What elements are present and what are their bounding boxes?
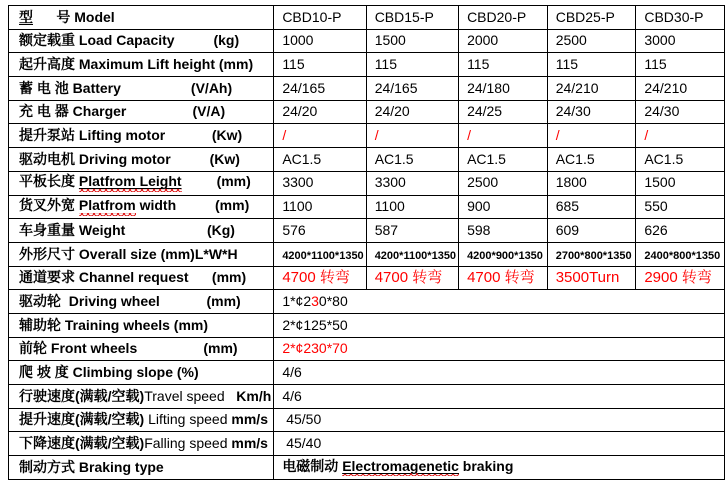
- cell-battery-3: [547, 77, 636, 101]
- text-part: 充 电 器 Charger (V/A): [19, 103, 226, 120]
- row-label-travel-speed: [9, 385, 274, 409]
- cell-platform-length-1: [366, 171, 458, 195]
- table-row-travel-speed: [9, 385, 725, 409]
- row-label-lifting-speed: [9, 408, 274, 432]
- cell-model-3: [547, 6, 636, 30]
- text-part: 提升泵站 Lifting motor (Kw): [19, 127, 243, 144]
- text-part: 1100: [374, 198, 405, 215]
- text-part: 24/30: [555, 103, 591, 120]
- cell-platform-length-3: [547, 171, 636, 195]
- text-part: /: [374, 127, 379, 144]
- cell-front-wheels: [274, 337, 725, 361]
- text-part: AC1.5: [644, 150, 684, 167]
- text-part: 1*¢2: [282, 292, 312, 309]
- cell-charger-4: [636, 100, 725, 124]
- text-part: Falling speed: [144, 435, 232, 452]
- cell-load-capacity-0: [274, 29, 366, 53]
- text-part: 576: [282, 221, 306, 238]
- row-label-braking-type: [9, 456, 274, 480]
- text-part: CBD20-P: [467, 8, 527, 25]
- cell-training-wheels: [274, 313, 725, 337]
- text-part: 辅助轮 Training wheels (mm): [19, 316, 209, 333]
- row-label-weight: [9, 219, 274, 243]
- text-part: CBD15-P: [374, 8, 434, 25]
- text-part: 2*¢230*70: [282, 340, 348, 357]
- row-label-platform-length: [9, 171, 274, 195]
- cell-braking-type: [274, 456, 725, 480]
- text-part: 115: [644, 56, 667, 73]
- spec-table: [8, 5, 725, 480]
- cell-platform-width-2: [459, 195, 548, 219]
- text-part: 4700 转弯: [374, 268, 443, 286]
- table-row-weight: [9, 219, 725, 243]
- cell-channel-request-4: [636, 266, 725, 290]
- text-part: 115: [555, 56, 579, 73]
- text-part: /: [282, 127, 287, 144]
- text-part: 115: [467, 56, 490, 73]
- text-part: 2500: [467, 174, 499, 191]
- cell-charger-0: [274, 100, 366, 124]
- cell-platform-length-4: [636, 171, 725, 195]
- text-part: 3500Turn: [555, 268, 620, 286]
- cell-max-lift-height-1: [366, 53, 458, 77]
- text-part: /: [644, 127, 649, 144]
- table-row-load-capacity: [9, 29, 725, 53]
- text-part: 0*80: [318, 292, 348, 309]
- text-part: Platfrom: [79, 198, 136, 215]
- cell-lifting-motor-1: [366, 124, 458, 148]
- cell-platform-width-3: [547, 195, 636, 219]
- text-part: 1800: [555, 174, 587, 191]
- table-row-platform-length: [9, 171, 725, 195]
- row-label-training-wheels: [9, 313, 274, 337]
- text-part: 24/165: [374, 79, 418, 96]
- table-row-lifting-motor: [9, 124, 725, 148]
- table-row-platform-width: [9, 195, 725, 219]
- row-label-model: [9, 6, 274, 30]
- text-part: 2400*800*1350: [644, 249, 721, 262]
- text-part: 900: [467, 198, 491, 215]
- cell-platform-length-0: [274, 171, 366, 195]
- cell-driving-wheel: [274, 290, 725, 314]
- row-label-driving-wheel: [9, 290, 274, 314]
- text-part: 货叉外宽: [19, 197, 79, 214]
- text-part: 制动方式 Braking type: [19, 458, 164, 475]
- text-part: 4200*900*1350: [467, 249, 543, 262]
- text-part: 3300: [374, 174, 406, 191]
- text-part: 电磁制动: [282, 457, 343, 474]
- text-part: Model: [74, 8, 115, 25]
- cell-lifting-motor-4: [636, 124, 725, 148]
- text-part: Electromagenetic: [342, 459, 459, 476]
- text-part: Lifting speed: [148, 411, 232, 428]
- row-label-charger: [9, 100, 274, 124]
- text-part: 4/6: [282, 363, 302, 380]
- cell-driving-motor-1: [366, 148, 458, 172]
- text-part: 24/165: [282, 79, 326, 96]
- cell-load-capacity-4: [636, 29, 725, 53]
- cell-load-capacity-2: [459, 29, 548, 53]
- cell-channel-request-3: [547, 266, 636, 290]
- table-row-driving-motor: [9, 148, 725, 172]
- text-part: 2900 转弯: [644, 268, 712, 286]
- cell-weight-2: [459, 219, 548, 243]
- text-part: 4700 转弯: [467, 268, 535, 286]
- cell-model-1: [366, 6, 458, 30]
- text-part: mm/s: [231, 435, 268, 452]
- text-part: 1000: [282, 32, 314, 49]
- text-part: 587: [374, 221, 399, 238]
- cell-charger-2: [459, 100, 548, 124]
- row-label-climbing-slope: [9, 361, 274, 385]
- text-part: 起升高度 Maximum Lift height (mm): [19, 56, 254, 73]
- cell-weight-1: [366, 219, 458, 243]
- row-label-falling-speed: [9, 432, 274, 456]
- cell-overall-size-1: [366, 242, 458, 266]
- cell-falling-speed: [274, 432, 725, 456]
- text-part: 前轮 Front wheels (mm): [19, 340, 238, 357]
- text-part: 车身重量 Weight (Kg): [19, 221, 235, 238]
- table-row-model: [9, 6, 725, 30]
- cell-battery-2: [459, 77, 548, 101]
- cell-driving-motor-2: [459, 148, 548, 172]
- text-part: 609: [555, 221, 580, 238]
- text-part: CBD10-P: [282, 8, 342, 25]
- cell-weight-0: [274, 219, 366, 243]
- cell-model-2: [459, 6, 548, 30]
- cell-model-4: [636, 6, 725, 30]
- cell-battery-4: [636, 77, 725, 101]
- text-part: AC1.5: [374, 150, 414, 167]
- cell-max-lift-height-3: [547, 53, 636, 77]
- text-part: AC1.5: [555, 150, 595, 167]
- row-label-channel-request: [9, 266, 274, 290]
- table-row-braking-type: [9, 456, 725, 480]
- text-part: 4200*1100*1350: [374, 249, 457, 262]
- text-part: 598: [467, 221, 491, 238]
- cell-lifting-motor-3: [547, 124, 636, 148]
- cell-lifting-motor-2: [459, 124, 548, 148]
- text-part: 45/40: [282, 435, 322, 452]
- text-part: 2500: [555, 32, 587, 49]
- text-part: 4200*1100*1350: [282, 249, 364, 262]
- text-part: 1500: [374, 32, 406, 49]
- text-part: 4/6: [282, 387, 302, 404]
- text-part: 2700*800*1350: [555, 249, 632, 262]
- cell-charger-1: [366, 100, 458, 124]
- text-part: 蓄 电 池 Battery (V/Ah): [19, 79, 233, 96]
- text-part: 额定载重 Load Capacity (kg): [19, 32, 240, 49]
- table-row-driving-wheel: [9, 290, 725, 314]
- cell-overall-size-3: [547, 242, 636, 266]
- cell-climbing-slope: [274, 361, 725, 385]
- cell-charger-3: [547, 100, 636, 124]
- cell-load-capacity-3: [547, 29, 636, 53]
- cell-max-lift-height-4: [636, 53, 725, 77]
- text-part: CBD30-P: [644, 8, 704, 25]
- text-part: 24/210: [555, 79, 599, 96]
- cell-max-lift-height-0: [274, 53, 366, 77]
- cell-battery-0: [274, 77, 366, 101]
- text-part: braking: [458, 457, 514, 474]
- cell-driving-motor-0: [274, 148, 366, 172]
- cell-platform-width-4: [636, 195, 725, 219]
- cell-weight-4: [636, 219, 725, 243]
- text-part: 115: [282, 56, 305, 73]
- row-label-driving-motor: [9, 148, 274, 172]
- text-part: 24/210: [644, 79, 688, 96]
- cell-channel-request-0: [274, 266, 366, 290]
- text-part: 爬 坡 度 Climbing slope (%): [19, 363, 199, 380]
- table-row-overall-size: [9, 242, 725, 266]
- text-part: 1100: [282, 198, 313, 215]
- cell-overall-size-0: [274, 242, 366, 266]
- table-row-climbing-slope: [9, 361, 725, 385]
- cell-weight-3: [547, 219, 636, 243]
- table-row-training-wheels: [9, 313, 725, 337]
- cell-lifting-speed: [274, 408, 725, 432]
- text-part: 4700 转弯: [282, 268, 350, 286]
- text-part: 下降速度(满载/空载): [19, 435, 145, 452]
- text-part: 24/20: [374, 103, 410, 120]
- text-part: 2000: [467, 32, 499, 49]
- text-part: 115: [374, 56, 398, 73]
- text-part: 提升速度(满载/空载): [19, 411, 149, 428]
- text-part: 685: [555, 198, 580, 215]
- text-part: 626: [644, 221, 668, 238]
- text-part: CBD25-P: [555, 8, 615, 25]
- cell-load-capacity-1: [366, 29, 458, 53]
- cell-model-0: [274, 6, 366, 30]
- row-label-battery: [9, 77, 274, 101]
- text-part: 外形尺寸 Overall size (mm)L*W*H: [19, 245, 238, 262]
- cell-overall-size-4: [636, 242, 725, 266]
- text-part: 3: [311, 292, 319, 309]
- table-row-max-lift-height: [9, 53, 725, 77]
- text-part: 24/20: [282, 103, 318, 120]
- table-row-front-wheels: [9, 337, 725, 361]
- text-part: /: [467, 127, 471, 144]
- cell-channel-request-2: [459, 266, 548, 290]
- text-part: 通道要求 Channel request (mm): [19, 269, 247, 286]
- text-part: AC1.5: [467, 150, 506, 167]
- text-part: 驱动轮 Driving wheel (mm): [19, 292, 241, 309]
- cell-overall-size-2: [459, 242, 548, 266]
- cell-max-lift-height-2: [459, 53, 548, 77]
- text-part: width (mm): [135, 197, 250, 214]
- text-part: 3000: [644, 32, 676, 49]
- cell-platform-length-2: [459, 171, 548, 195]
- text-part: mm/s: [231, 411, 268, 428]
- cell-channel-request-1: [366, 266, 458, 290]
- text-part: 2*¢125*50: [282, 316, 348, 333]
- text-part: 24/30: [644, 103, 680, 120]
- cell-platform-width-0: [274, 195, 366, 219]
- text-part: Platfrom Leight: [79, 174, 182, 191]
- text-part: 行驶速度(满载/空载): [19, 387, 145, 404]
- text-part: 45/50: [282, 411, 322, 428]
- cell-driving-motor-3: [547, 148, 636, 172]
- text-part: 平板长度: [19, 173, 79, 190]
- row-label-lifting-motor: [9, 124, 274, 148]
- text-part: Km/h: [224, 387, 272, 404]
- cell-driving-motor-4: [636, 148, 725, 172]
- row-label-max-lift-height: [9, 53, 274, 77]
- table-row-channel-request: [9, 266, 725, 290]
- row-label-front-wheels: [9, 337, 274, 361]
- cell-battery-1: [366, 77, 458, 101]
- text-part: (mm): [181, 173, 251, 190]
- table-row-battery: [9, 77, 725, 101]
- row-label-platform-width: [9, 195, 274, 219]
- text-part: /: [555, 127, 560, 144]
- text-part: Travel speed: [144, 387, 225, 404]
- text-part: AC1.5: [282, 150, 322, 167]
- table-row-falling-speed: [9, 432, 725, 456]
- row-label-overall-size: [9, 242, 274, 266]
- cell-platform-width-1: [366, 195, 458, 219]
- spec-table-body: [9, 6, 725, 480]
- table-row-lifting-speed: [9, 408, 725, 432]
- text-part: 号: [33, 8, 75, 25]
- text-part: 24/25: [467, 103, 503, 120]
- text-part: 驱动电机 Driving motor (Kw): [19, 150, 240, 167]
- cell-travel-speed: [274, 385, 725, 409]
- text-part: 24/180: [467, 79, 510, 96]
- row-label-load-capacity: [9, 29, 274, 53]
- text-part: 550: [644, 198, 668, 215]
- table-row-charger: [9, 100, 725, 124]
- text-part: 1500: [644, 174, 676, 191]
- cell-lifting-motor-0: [274, 124, 366, 148]
- text-part: 型: [19, 8, 33, 25]
- text-part: 3300: [282, 174, 314, 191]
